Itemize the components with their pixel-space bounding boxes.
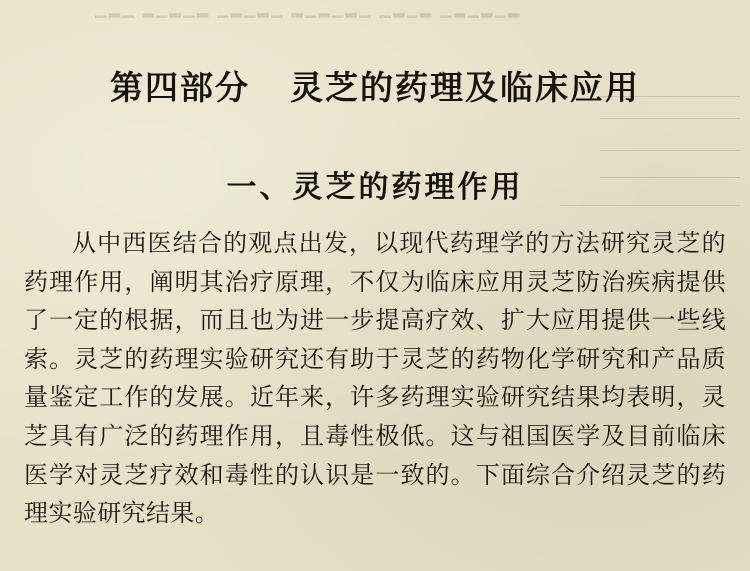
bleed-through-rule <box>600 150 740 151</box>
body-text <box>24 224 726 533</box>
part-title-text: 灵芝的药理及临床应用 <box>290 68 640 108</box>
bleed-through-rule <box>600 118 740 119</box>
section-heading: 一、灵芝的药理作用 <box>226 169 524 205</box>
paragraph: 从中西医结合的观点出发，以现代药理学的方法研究灵芝的药理作用，阐明其治疗原理，不仅为临床应用灵芝防治疾病提供了一定的根据，而且也为进一步提高疗效、扩大应用提供一些线索。灵芝的药理实验研究还有助于灵芝的药物化学研究和产品质量鉴定工作的发展。近年来，许多药理实验研究结果均表明，灵芝具有广泛的药理作用，且毒性极低。这与祖国医学及目前临床医学对灵芝疗效和毒性的认识是一致的。下面综合介绍灵芝的药理实验研究结果。 <box>24 229 726 528</box>
part-number: 第四部分 <box>110 68 250 108</box>
part-heading <box>0 62 750 109</box>
bleed-through-text: ▁▂▁ ▂▁▂▁▂ ▁▂▁▂▁ ▂▁▂▁▂▁ ▁▂▁▂ ▁▂▁▂▁▂ <box>95 0 522 18</box>
